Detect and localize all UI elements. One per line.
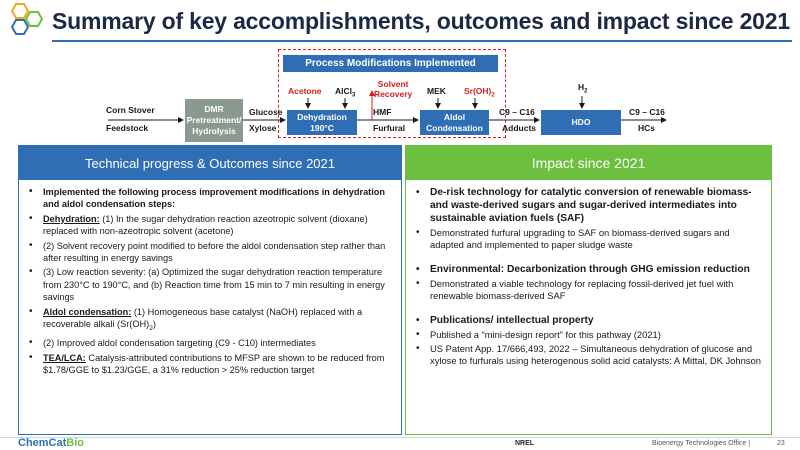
pretreatment-line3: Hydrolysis [192, 126, 236, 136]
office-label: Bioenergy Technologies Office | [652, 440, 751, 447]
modifications-header: Process Modifications Implemented [283, 55, 498, 72]
dehydration-box [287, 110, 357, 135]
dehydration-line1: Dehydration [297, 111, 347, 122]
list-item: • US Patent App. 17/666,493, 2022 – Simultaneous dehydration of glucose and xylose to furfurals using heterogenous solid acid catalysts: A Mittal, DK Johnson [414, 343, 763, 368]
input-feedstock-label: Feedstock [106, 123, 149, 133]
footer-divider [0, 437, 800, 438]
pretreatment-line1: DMR [204, 104, 224, 114]
hexagon-logo-icon [4, 2, 46, 42]
list-item: • Published a “mini-design report” for this pathway (2021) [414, 329, 763, 341]
sroh2-label: $Sr(OH)_2$ [464, 86, 495, 99]
furfural-label: Furfural [373, 123, 406, 133]
list-item: • (2) Solvent recovery point modified to before the aldol condensation step rather than after resulting in energy savings [27, 240, 393, 265]
list-item: • Demonstrated furfural upgrading to SAF on biomass-derived sugars and adapted and implemented to paper sludge waste [414, 227, 763, 252]
list-item: • Aldol condensation: (1) Homogeneous base catalyst (NaOH) replaced with a recoverable alkali $(Sr(OH)_2)$ [27, 306, 393, 336]
list-item: • Demonstrated a viable technology for replacing fossil-derived jet fuel with renewable biomass-derived SAF [414, 278, 763, 303]
hmf-label: HMF [373, 107, 392, 117]
hcs-label: HCs [638, 123, 656, 133]
list-item: • Publications/ intellectual property [414, 314, 763, 327]
hdo-box [541, 110, 621, 135]
impact-panel [405, 145, 772, 435]
input-corn-stover-label: Corn Stover [106, 105, 155, 115]
adducts-range-label: C9 – C16 [499, 107, 535, 117]
list-item: • (2) Improved aldol condensation targeting (C9 - C10) intermediates [27, 337, 393, 349]
impact-heading: Impact since 2021 [406, 146, 771, 180]
technical-progress-panel [18, 145, 402, 435]
process-diagram [0, 44, 800, 144]
list-item: • Environmental: Decarbonization through GHG emission reduction [414, 263, 763, 276]
list-item: • Dehydration: (1) In the sugar dehydration reaction azeotropic solvent (dioxane) replaced with non-azeotropic solvent (acetone) [27, 213, 393, 238]
aldol-line1: Aldol [443, 111, 466, 122]
mek-label: MEK [427, 86, 446, 96]
aldol-condensation-box [420, 110, 489, 135]
title-underline [52, 40, 792, 42]
acetone-label: Acetone [288, 86, 322, 96]
list-item: • De-risk technology for catalytic conversion of renewable biomass- and waste-derived sugars and sugar-derived intermediates into sustainable aviation fuels (SAF) [414, 186, 763, 225]
list-item: • Implemented the following process improvement modifications in dehydration and aldol condensation steps: [27, 186, 393, 211]
chemcatbio-logo: ChemCatBio [18, 437, 85, 449]
aldol-line2: Condensation [426, 122, 483, 133]
alcl3-label: AlCl$_3$ [335, 86, 356, 99]
adducts-label: Adducts [502, 123, 536, 133]
list-item: • (3) Low reaction severity: (a) Optimized the sugar dehydration reaction temperature from 230°C to 190°C, and (b) Reaction time from 15 min to 7 min resulting in energy savings [27, 266, 393, 303]
nrel-logo: NREL [515, 440, 535, 447]
sugars-glucose-label: Glucose [249, 107, 283, 117]
solvent-recovery-label: Solvent Recovery [374, 79, 413, 99]
list-item: • TEA/LCA: Catalysis-attributed contributions to MFSP are shown to be reduced from $1.78/GGE to $1.23/GGE, a 31% reduction > 25% reduction target [27, 352, 393, 377]
dehydration-line2: 190°C [310, 122, 334, 133]
pretreatment-line2: Pretreatment/ [186, 115, 242, 125]
hdo-label: HDO [571, 117, 591, 127]
pretreatment-box [185, 99, 243, 142]
page-title: Summary of key accomplishments, outcomes and impact since 2021 [52, 8, 790, 34]
sugars-xylose-label: Xylose [249, 123, 277, 133]
technical-progress-heading: Technical progress & Outcomes since 2021 [19, 146, 401, 180]
page-number: 23 [777, 440, 785, 447]
hcs-range-label: C9 – C16 [629, 107, 665, 117]
h2-label: $H_2$ [578, 82, 588, 95]
